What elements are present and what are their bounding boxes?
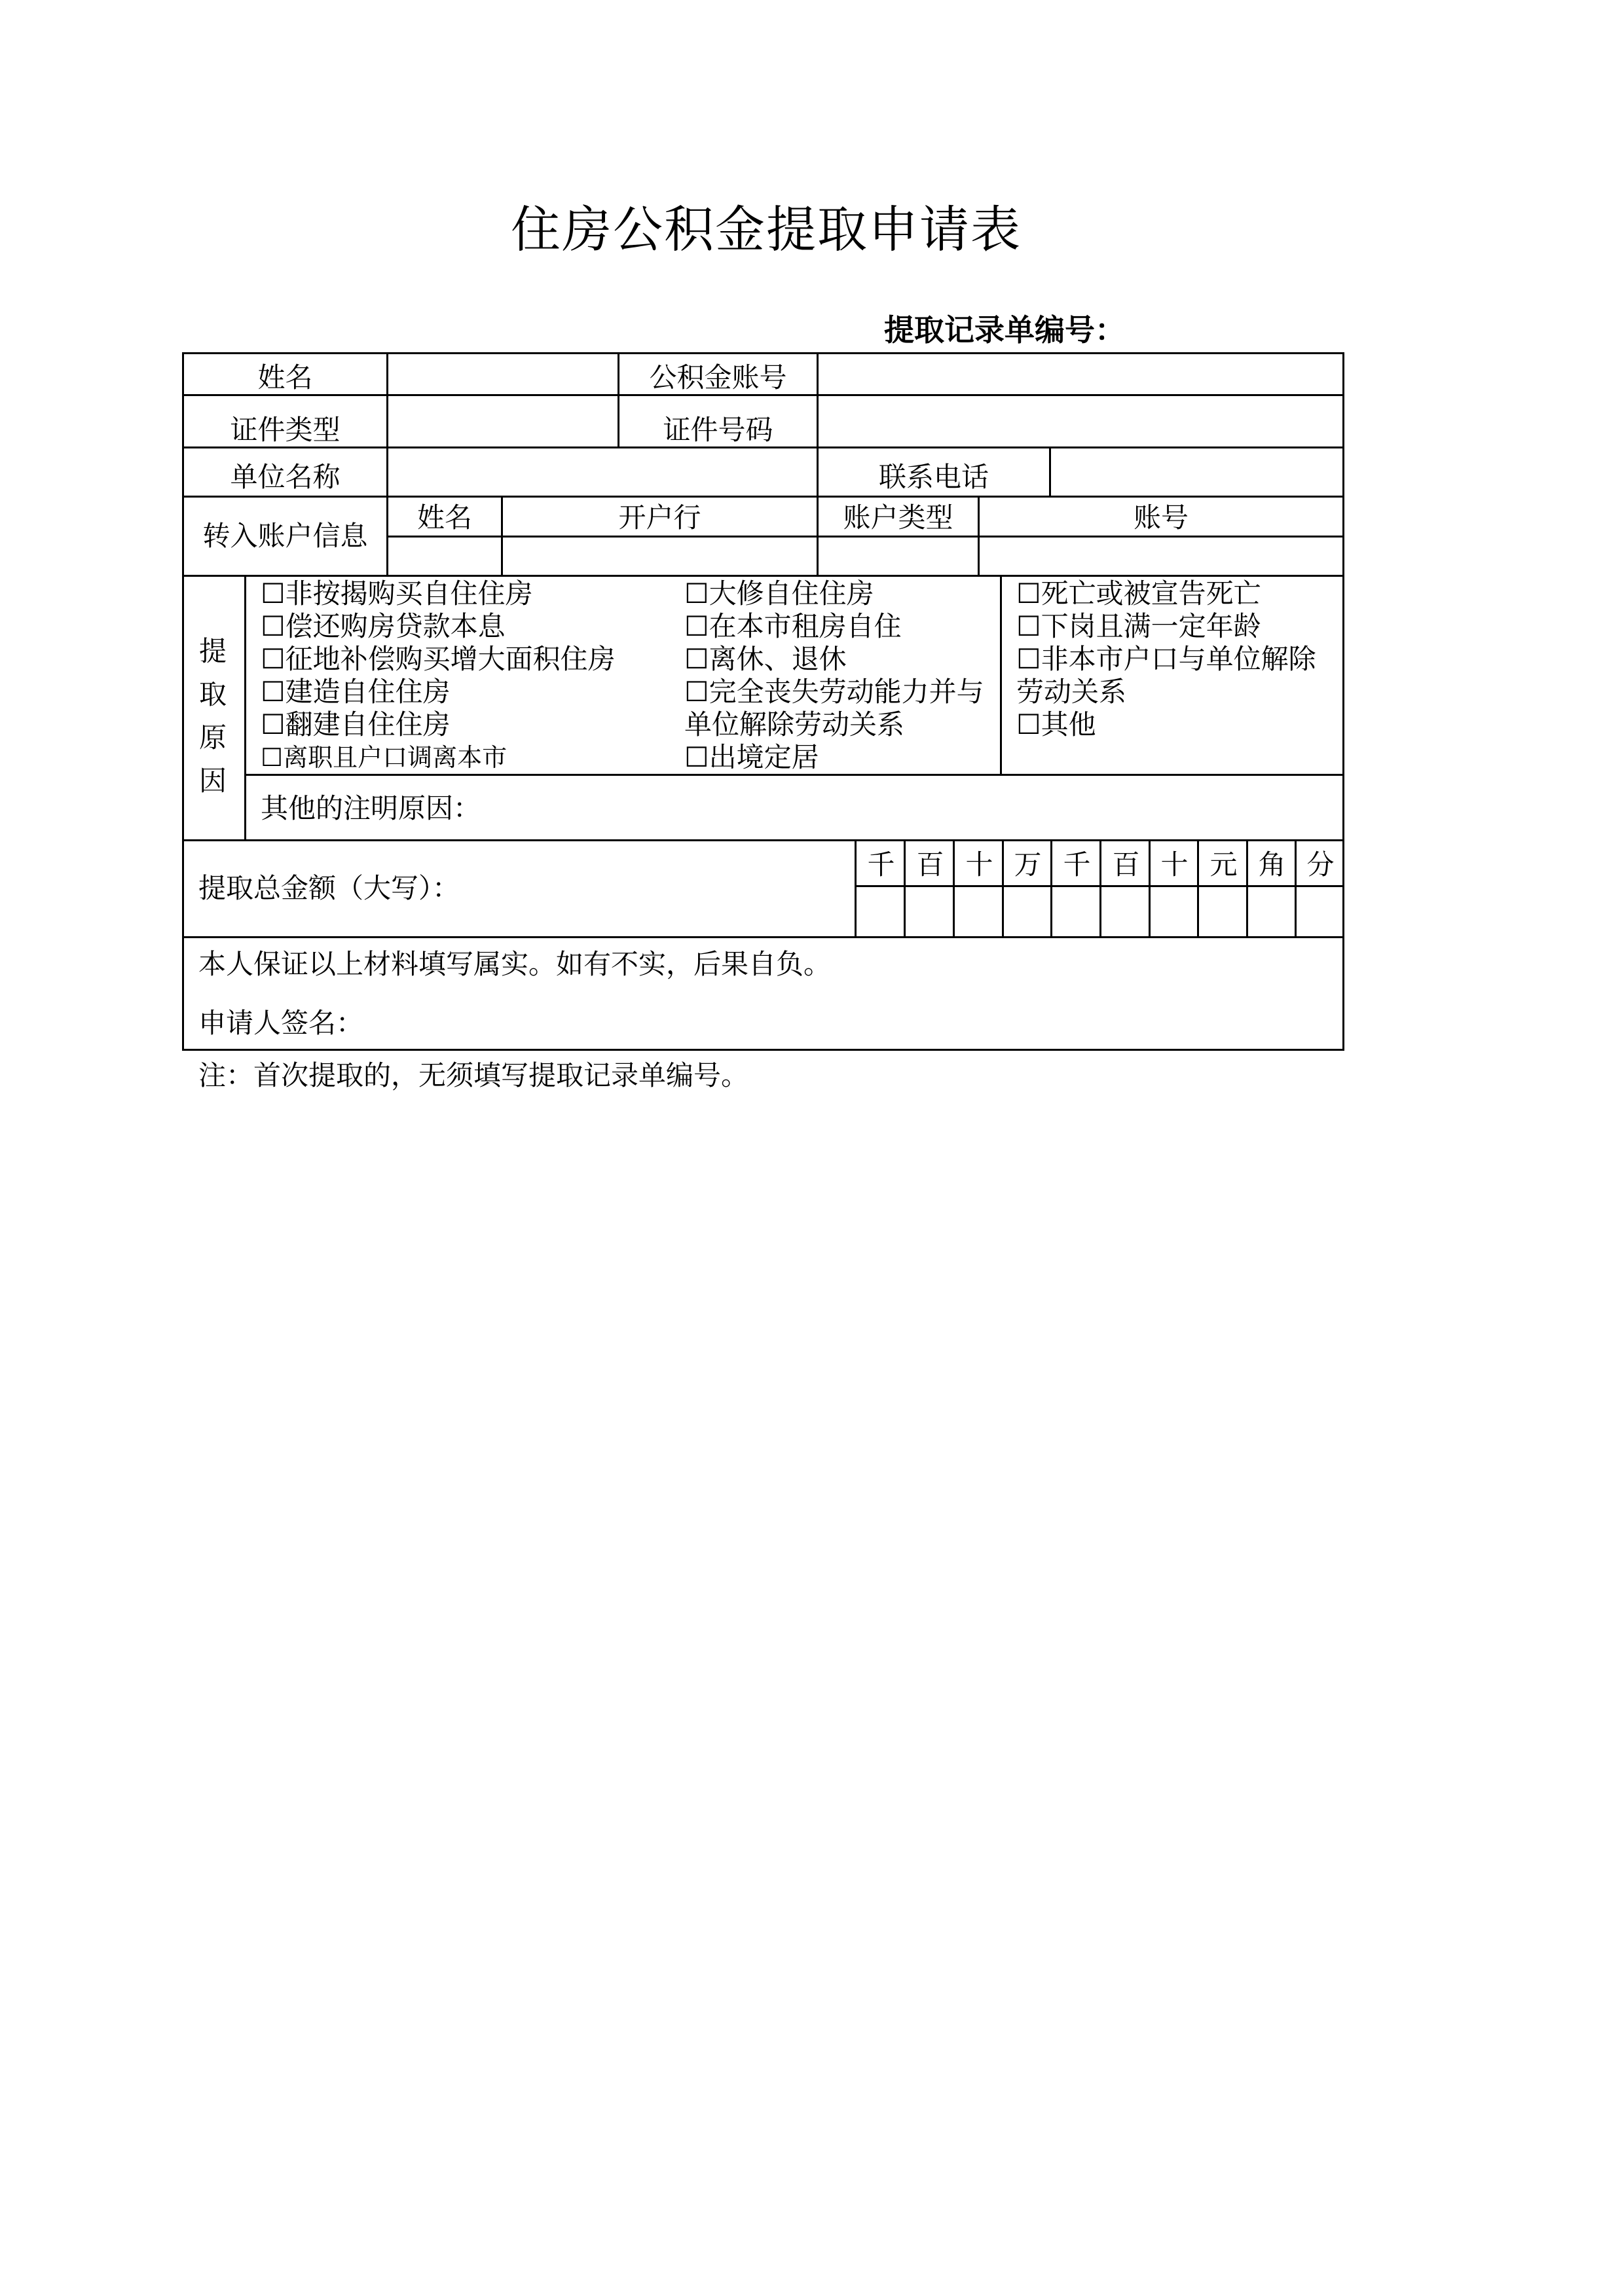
reason-option-repay-loan[interactable]: ☐偿还购房贷款本息 xyxy=(261,610,506,642)
unit-wan: 万 xyxy=(1014,848,1042,881)
unit-fen: 分 xyxy=(1306,848,1335,881)
account-type-header: 账户类型 xyxy=(843,501,953,534)
signature-label: 申请人签名： xyxy=(198,1007,364,1039)
unit-qian: 千 xyxy=(867,848,895,881)
unit-bai-2: 百 xyxy=(1112,848,1140,881)
reason-option-disability-cont: 单位解除劳动关系 xyxy=(684,708,905,740)
declaration-text: 本人保证以上材料填写属实。如有不实，后果自负。 xyxy=(198,948,832,980)
unit-bai: 百 xyxy=(916,848,944,881)
employer-label: 单位名称 xyxy=(230,461,341,493)
reason-option-non-local[interactable]: ☐非本市户口与单位解除 xyxy=(1016,643,1316,675)
name-label: 姓名 xyxy=(257,361,313,393)
amount-digit-cells[interactable] xyxy=(857,887,1342,936)
reason-option-non-local-cont: 劳动关系 xyxy=(1016,676,1127,708)
signature-field[interactable] xyxy=(367,1002,891,1041)
reason-option-build-house[interactable]: ☐建造自住住房 xyxy=(261,676,451,708)
reason-option-non-mortgage-purchase[interactable]: ☐非按揭购买自住住房 xyxy=(261,577,533,610)
transfer-account-label: 转入账户信息 xyxy=(202,520,368,552)
other-reason-label: 其他的注明原因： xyxy=(261,792,481,824)
reason-option-land-compensation[interactable]: ☐征地补偿购买增大面积住房 xyxy=(261,643,616,675)
reason-option-laid-off[interactable]: ☐下岗且满一定年龄 xyxy=(1016,610,1261,642)
unit-qian-2: 千 xyxy=(1063,848,1091,881)
page-title: 住房公积金提取申请表 xyxy=(511,200,1022,259)
record-number-label: 提取记录单编号： xyxy=(884,312,1125,348)
reason-option-retire[interactable]: ☐离休、退休 xyxy=(684,643,847,675)
id-type-label: 证件类型 xyxy=(230,414,341,446)
id-number-label: 证件号码 xyxy=(663,414,773,446)
reason-option-other[interactable]: ☐其他 xyxy=(1016,708,1096,740)
unit-shi-2: 十 xyxy=(1160,848,1189,881)
transfer-name-header: 姓名 xyxy=(416,501,472,534)
unit-yuan: 元 xyxy=(1209,848,1238,881)
reason-option-disability[interactable]: ☐完全丧失劳动能力并与 xyxy=(684,676,984,708)
reason-option-resign-relocate[interactable]: ☐离职且户口调离本市 xyxy=(261,743,507,772)
unit-shi: 十 xyxy=(965,848,993,881)
unit-jiao: 角 xyxy=(1258,848,1286,881)
phone-label: 联系电话 xyxy=(878,461,989,493)
reason-option-major-repair[interactable]: ☐大修自住住房 xyxy=(684,577,874,610)
footnote: 注：首次提取的，无须填写提取记录单编号。 xyxy=(198,1059,749,1091)
reason-option-emigrate[interactable]: ☐出境定居 xyxy=(684,741,819,773)
account-no-header: 账号 xyxy=(1133,501,1189,534)
bank-header: 开户行 xyxy=(618,501,701,534)
reason-option-rebuild-house[interactable]: ☐翻建自住住房 xyxy=(261,708,451,740)
reason-header: 提 取 原 因 xyxy=(198,635,227,797)
total-amount-label: 提取总金额（大写）： xyxy=(198,872,460,904)
fund-account-label: 公积金账号 xyxy=(649,361,787,393)
reason-option-death[interactable]: ☐死亡或被宣告死亡 xyxy=(1016,577,1261,610)
reason-option-rent-local[interactable]: ☐在本市租房自住 xyxy=(684,610,902,642)
